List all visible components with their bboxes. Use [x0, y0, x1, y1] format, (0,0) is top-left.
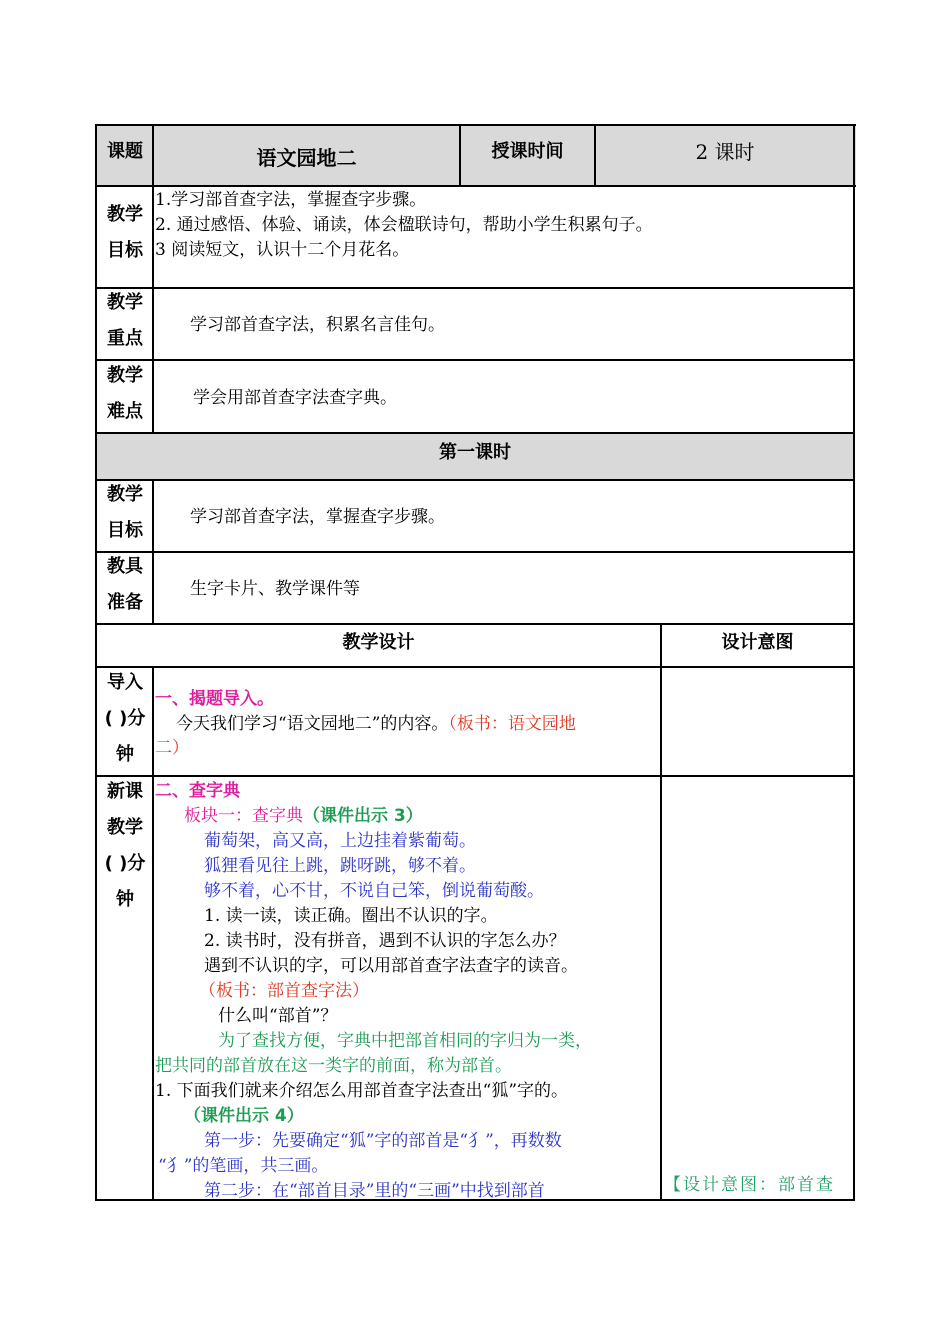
objective-line-3: 3 阅读短文，认识十二个月花名。: [155, 240, 410, 260]
teaching-design-header: 教学设计: [342, 632, 415, 653]
lesson-objective-text: 学习部首查字法，掌握查字步骤。: [190, 507, 445, 527]
table-border-right: [853, 124, 855, 1201]
topic-value: 语文园地二: [256, 146, 357, 170]
time-label: 授课时间: [491, 141, 564, 162]
row-divider-lesson-objective: [95, 551, 855, 553]
poem-line-1: 葡萄架，高又高，上边挂着紫葡萄。: [204, 831, 476, 851]
row-divider-intro: [95, 775, 855, 777]
lesson-objective-label-line-1: 教学: [107, 484, 143, 505]
time-value: 2 课时: [695, 140, 755, 164]
tools-label-line-2: 准备: [107, 592, 143, 613]
step-two-line-1: 第二步：在“部首目录”里的“三画”中找到部首: [204, 1181, 545, 1201]
courseware-4: （课件出示 4）: [184, 1106, 304, 1126]
poem-line-2: 狐狸看见往上跳，跳呀跳，够不着。: [204, 856, 476, 876]
new-lesson-heading: 二、查字典: [155, 781, 240, 801]
row-divider-lesson-title: [95, 479, 855, 481]
intro-label-line-2: ( )分: [104, 708, 146, 729]
board-note-radical: （板书：部首查字法）: [199, 981, 369, 1001]
step-answer: 遇到不认识的字，可以用部首查字法查字的读音。: [204, 956, 578, 976]
block-one-courseware: （课件出示 3）: [303, 806, 423, 826]
step-one-line-2: “犭”的笔画，共三画。: [158, 1156, 329, 1176]
new-lesson-label-line-3: ( )分: [104, 853, 146, 874]
table-border-top: [95, 124, 856, 126]
design-intent-header: 设计意图: [721, 632, 794, 653]
new-lesson-label-line-4: 钟: [116, 889, 134, 910]
keypoints-label-line-2: 重点: [107, 328, 143, 349]
radical-definition-line-1: 为了查找方便，字典中把部首相同的字归为一类，: [218, 1031, 592, 1051]
design-intent-column-divider: [660, 623, 662, 1201]
keypoints-text: 学习部首查字法，积累名言佳句。: [190, 315, 445, 335]
block-one-line: [184, 804, 423, 829]
row-divider-tools: [95, 623, 855, 625]
objective-line-1: 1.学习部首查字法，掌握查字步骤。: [155, 190, 427, 210]
row-divider-difficulties: [95, 432, 855, 434]
tools-text: 生字卡片、教学课件等: [190, 579, 360, 599]
row-divider-keypoints: [95, 359, 855, 361]
what-is-radical: 什么叫“部首”？: [218, 1006, 338, 1026]
keypoints-label-line-1: 教学: [107, 292, 143, 313]
step-question: 2. 读书时，没有拼音，遇到不认识的字怎么办？: [204, 931, 566, 951]
topic-label: 课题: [107, 141, 143, 162]
intro-board-note: （板书：语文园地: [448, 714, 576, 734]
intro-heading: 一、揭题导入。: [155, 689, 274, 709]
objectives-label-line-1: 教学: [107, 204, 143, 225]
intro-line-1: [176, 712, 576, 737]
objectives-label-line-2: 目标: [107, 240, 143, 261]
intro-label-line-3: 钟: [116, 744, 134, 765]
row-divider-header: [95, 185, 856, 187]
tools-label-line-1: 教具: [107, 556, 143, 577]
objective-line-2: 2. 通过感悟、体验、诵读，体会楹联诗句，帮助小学生积累句子。: [155, 215, 653, 235]
difficulties-label-line-1: 教学: [107, 365, 143, 386]
poem-line-3: 够不着，心不甘，不说自己笨，倒说葡萄酸。: [204, 881, 544, 901]
new-lesson-label-line-1: 新课: [107, 781, 143, 802]
step-read: 1. 读一读，读正确。圈出不认识的字。: [204, 906, 498, 926]
intro-line-1-text: 今天我们学习“语文园地二”的内容。: [176, 714, 449, 734]
intro-method: 1. 下面我们就来介绍怎么用部首查字法查出“狐”字的。: [155, 1081, 569, 1101]
design-intent-note: 【设计意图：部首查: [664, 1175, 835, 1195]
radical-definition-line-2: 把共同的部首放在这一类字的前面，称为部首。: [155, 1056, 512, 1076]
step-one-line-1: 第一步：先要确定“狐”字的部首是“犭”，再数数: [204, 1131, 562, 1151]
new-lesson-label-line-2: 教学: [107, 817, 143, 838]
block-one-title: 板块一：查字典: [184, 806, 303, 826]
intro-line-2: 二）: [155, 738, 189, 758]
lesson-one-title: 第一课时: [439, 442, 511, 463]
difficulties-text: 学会用部首查字法查字典。: [193, 388, 397, 408]
row-divider-objectives: [95, 287, 855, 289]
difficulties-label-line-2: 难点: [107, 401, 143, 422]
intro-label-line-1: 导入: [107, 672, 143, 693]
row-divider-design-header: [95, 666, 855, 668]
lesson-objective-label-line-2: 目标: [107, 520, 143, 541]
